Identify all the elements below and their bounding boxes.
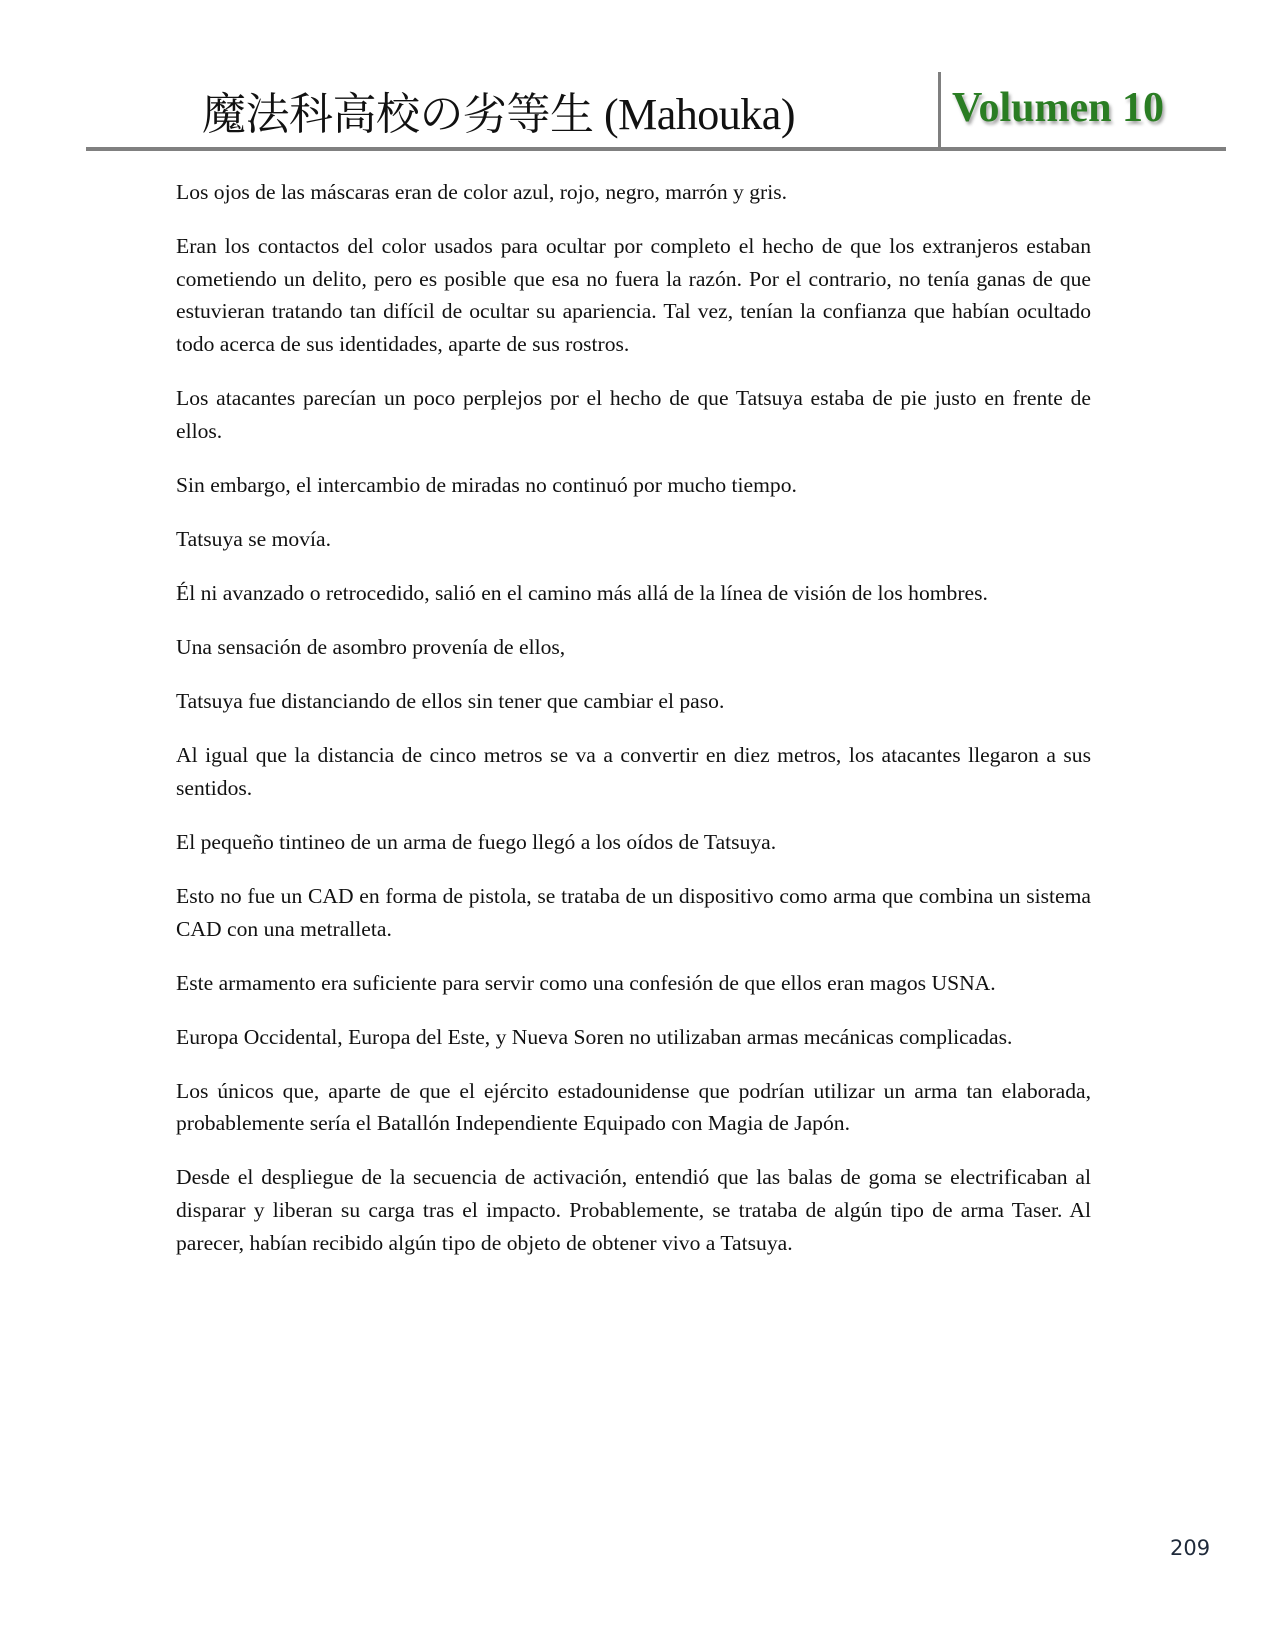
header-rule [86, 147, 1226, 151]
page-header [0, 0, 1275, 160]
paragraph: Tatsuya fue distanciando de ellos sin tener que cambiar el paso. [176, 689, 725, 714]
paragraph: Europa Occidental, Europa del Este, y Nueva Soren no utilizaban armas mecánicas complicadas. [176, 1024, 1013, 1049]
header-divider [938, 72, 941, 150]
paragraph: Sin embargo, el intercambio de miradas no continuó por mucho tiempo. [176, 472, 797, 497]
paragraph: Eran los contactos del color usados para ocultar por completo el hecho de que los extranjeros estaban cometiendo un delito, pero es posible que esa no fuera la razón. Por el contrario, no tenía ganas de que estuvieran tratando tan difícil de ocultar su apariencia. Tal vez, tenían la confianza que habían ocultado todo acerca de sus identidades, aparte de sus rostros. [176, 234, 1091, 356]
paragraph: Los ojos de las máscaras eran de color azul, rojo, negro, marrón y gris. [176, 180, 788, 204]
paragraph: Esto no fue un CAD en forma de pistola, se trataba de un dispositivo como arma que combina un sistema CAD con una metralleta. [176, 883, 1091, 941]
book-title: 魔法科高校の劣等生 (Mahouka) [202, 90, 795, 139]
page-number: 209 [1170, 1536, 1211, 1560]
paragraph: Al igual que la distancia de cinco metros se va a convertir en diez metros, los atacantes llegaron a sus sentidos. [176, 743, 1091, 800]
paragraph: El pequeño tintineo de un arma de fuego llegó a los oídos de Tatsuya. [176, 829, 777, 854]
paragraph: Los únicos que, aparte de que el ejército estadounidense que podrían utilizar un arma tan elaborada, probablemente sería el Batallón Independiente Equipado con Magia de Japón. [176, 1078, 1091, 1136]
page-body [176, 176, 1091, 1281]
paragraph: Este armamento era suficiente para servir como una confesión de que ellos eran magos USNA. [176, 970, 996, 995]
volume-label: Volumen 10 [952, 85, 1164, 131]
paragraph: Él ni avanzado o retrocedido, salió en el camino más allá de la línea de visión de los hombres. [176, 580, 988, 605]
paragraph: Una sensación de asombro provenía de ellos, [176, 634, 566, 659]
paragraph: Tatsuya se movía. [176, 526, 332, 551]
paragraph: Los atacantes parecían un poco perplejos por el hecho de que Tatsuya estaba de pie justo en frente de ellos. [176, 385, 1091, 443]
paragraph: Desde el despliegue de la secuencia de activación, entendió que las balas de goma se electrificaban al disparar y liberan su carga tras el impacto. Probablemente, se trataba de algún tipo de arma Taser. Al parecer, habían recibido algún tipo de objeto de obtener vivo a Tatsuya. [176, 1165, 1091, 1255]
